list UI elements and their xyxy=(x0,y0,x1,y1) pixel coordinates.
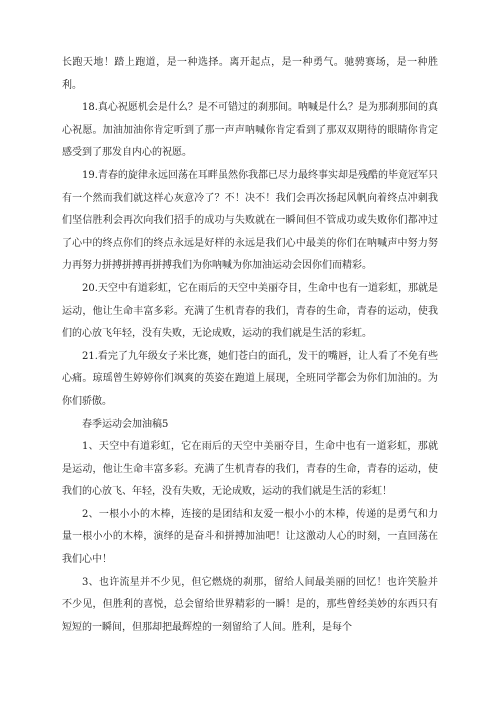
paragraph-19: 19.青春的旋律永远回荡在耳畔虽然你我都已尽力最终事实却是残酷的毕竟冠军只有一个然而我们就这样心灰意冷了？不！决不！我们会再次扬起风帆向着终点冲刺我们坚信胜利会再次向我们招手的成功与失败就在一瞬间但不管成功或失败你们都冲过了心中的终点你们的终点永远是好样的永远是我们心中最美的你们在呐喊声中努力努力再努力拼搏拼搏再拼搏我们为你呐喊为你加油运动会因你们而精彩。 xyxy=(62,169,438,272)
section-heading: 春季运动会加油稿5 xyxy=(82,418,169,430)
paragraph-20: 20.天空中有道彩虹，它在雨后的天空中美丽夺目，生命中也有一道彩虹，那就是运动，他让生命丰富多彩。充满了生机青春的我们，青春的生命，青春的运动，使我们的心放飞年轻，没有失败，无论成败，运动的我们就是生活的彩虹。 xyxy=(62,282,438,340)
document-page xyxy=(62,52,438,639)
paragraph-item-3: 3、也许流星并不少见，但它燃烧的刹那，留给人间最美丽的回忆！也许笑脸并不少见，但胜利的喜悦，总会留给世界精彩的一瞬！是的，那些曾经美妙的东西只有短短的一瞬间，但那却把最辉煌的一刻留给了人间。胜利，是每个 xyxy=(62,576,438,633)
paragraph-item-1: 1、天空中有道彩虹，它在雨后的天空中美丽夺目，生命中也有一道彩虹，那就是运动，他让生命丰富多彩。充满了生机青春的我们，青春的生命，青春的运动，使我们的心放飞、年轻，没有失败，无论成败，运动的我们就是生活的彩虹！ xyxy=(62,441,438,498)
paragraph-21: 21.看完了九年级女子米比赛，她们苍白的面孔，发干的嘴唇，让人看了不免有些心痛。琼瑶曾生婷婷你们飒爽的英姿在跑道上展现，全班同学都会为你们加油的。为你们骄傲。 xyxy=(62,350,438,407)
paragraph-18: 18.真心祝愿机会是什么？是不可错过的刹那间。呐喊是什么？是为那刹那间的真心祝愿。加油加油你肯定听到了那一声声呐喊你肯定看到了那双双期待的眼睛你肯定感受到了那发自内心的祝愿。 xyxy=(62,102,438,159)
paragraph-continuation: 长跑天地！踏上跑道，是一种选择。离开起点，是一种勇气。驰骋赛场，是一种胜利。 xyxy=(62,57,438,91)
paragraph-item-2: 2、一根小小的木棒，连接的是团结和友爱一根小小的木棒，传递的是勇气和力量一根小小的木棒，演绎的是奋斗和拼搏加油吧！让这激动人心的时刻，一直回荡在我们心中！ xyxy=(62,508,438,566)
